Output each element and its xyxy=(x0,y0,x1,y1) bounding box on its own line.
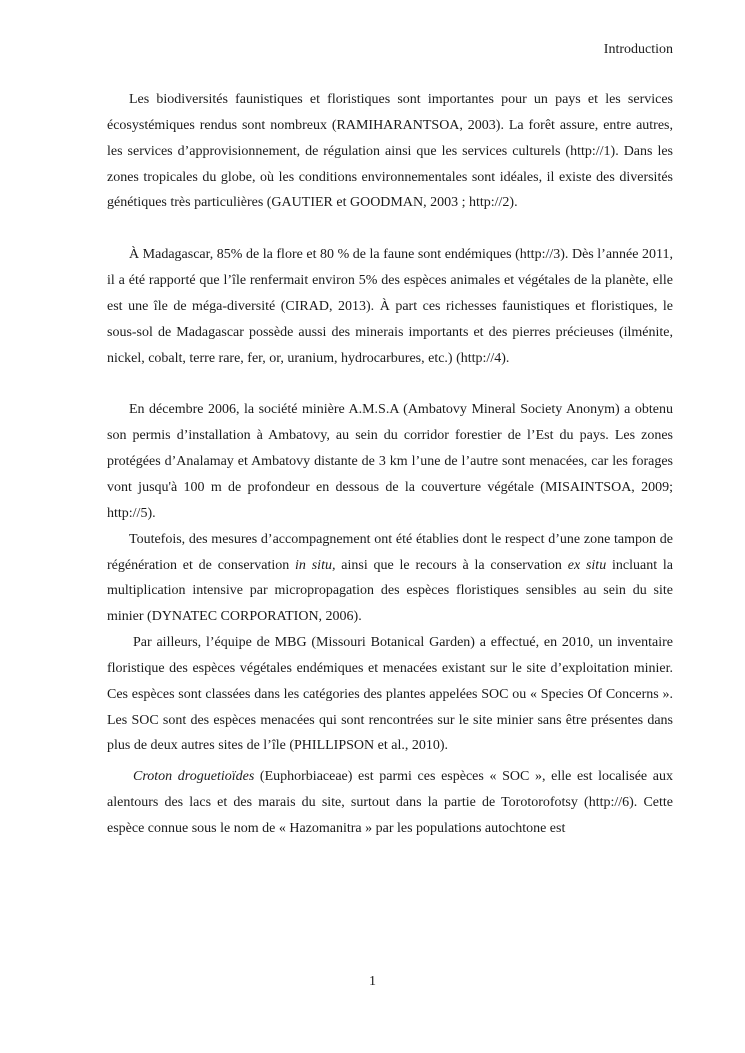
paragraph-mbg: Par ailleurs, l’équipe de MBG (Missouri Botanical Garden) a effectué, en 2010, un inventaire floristique des espèces végétales endémiques et menacées existant sur le site d’exploitation minier. Ces espèces sont classées dans les catégories des plantes appelées SOC ou « Species Of Concerns ». Les SOC sont des espèces menacées qui sont rencontrées sur le site minier sans être présentes dans plus de deux autres sites de l’île (PHILLIPSON et al., 2010). xyxy=(107,635,673,754)
paragraph-croton xyxy=(107,764,673,842)
conservation-text-1: Toutefois, des mesures d’accompagnement ont été établies dont le respect d’une zone tampon de régénération et de conservation xyxy=(107,531,673,573)
paragraph-conservation xyxy=(107,527,673,630)
paragraph-biodiversity: Les biodiversités faunistiques et floristiques sont importantes pour un pays et les services écosystémiques rendus sont nombreux (RAMIHARANTSOA, 2003). La forêt assure, entre autres, les services d’approvisionnement, de régulation ainsi que les services culturels (http://1). Dans les zones tropicales du globe, où les conditions environnementales sont idéales, il existe des diversités génétiques très particulières (GAUTIER et GOODMAN, 2003 ; http://2). xyxy=(107,92,673,211)
species-name: Croton droguetioïdes xyxy=(133,769,255,785)
paragraph-amsa: En décembre 2006, la société minière A.M.S.A (Ambatovy Mineral Society Anonym) a obtenu son permis d’installation à Ambatovy, au sein du corridor forestier de l’Est du pays. Les zones protégées d’Analamay et Ambatovy distante de 3 km l’une de l’autre sont menacées, car les forages vont jusqu'à 100 m de profondeur en dessous de la couverture végétale (MISAINTSOA, 2009; http://5). xyxy=(107,402,673,521)
running-header: Introduction xyxy=(603,42,673,57)
in-situ-term: in situ, xyxy=(295,557,336,573)
conservation-text-2: ainsi que le recours à la conservation xyxy=(335,557,568,573)
croton-text: (Euphorbiaceae) est parmi ces espèces « SOC », elle est localisée aux alentours des lacs et des marais du site, surtout dans la partie de Torotorofotsy (http://6). Cette espèce connue sous le nom de « Hazomanitra » par les populations autochtone est xyxy=(107,769,673,836)
conservation-text-3: incluant la multiplication intensive par micropropagation des espèces floristiques sensibles au sein du site minier (DYNATEC CORPORATION, 2006). xyxy=(107,557,674,625)
page-number: 1 xyxy=(369,974,376,989)
paragraph-madagascar: À Madagascar, 85% de la flore et 80 % de la faune sont endémiques (http://3). Dès l’année 2011, il a été rapporté que l’île renfermait environ 5% des espèces animales et végétales de la planète, elle est une île de méga-diversité (CIRAD, 2013). À part ces richesses faunistiques et floristiques, le sous-sol de Madagascar possède aussi des minerais importants et des pierres précieuses (ilménite, nickel, cobalt, terre rare, fer, or, uranium, hydrocarbures, etc.) (http://4). xyxy=(107,247,673,366)
ex-situ-term: ex situ xyxy=(567,557,607,573)
body-text xyxy=(107,87,673,842)
